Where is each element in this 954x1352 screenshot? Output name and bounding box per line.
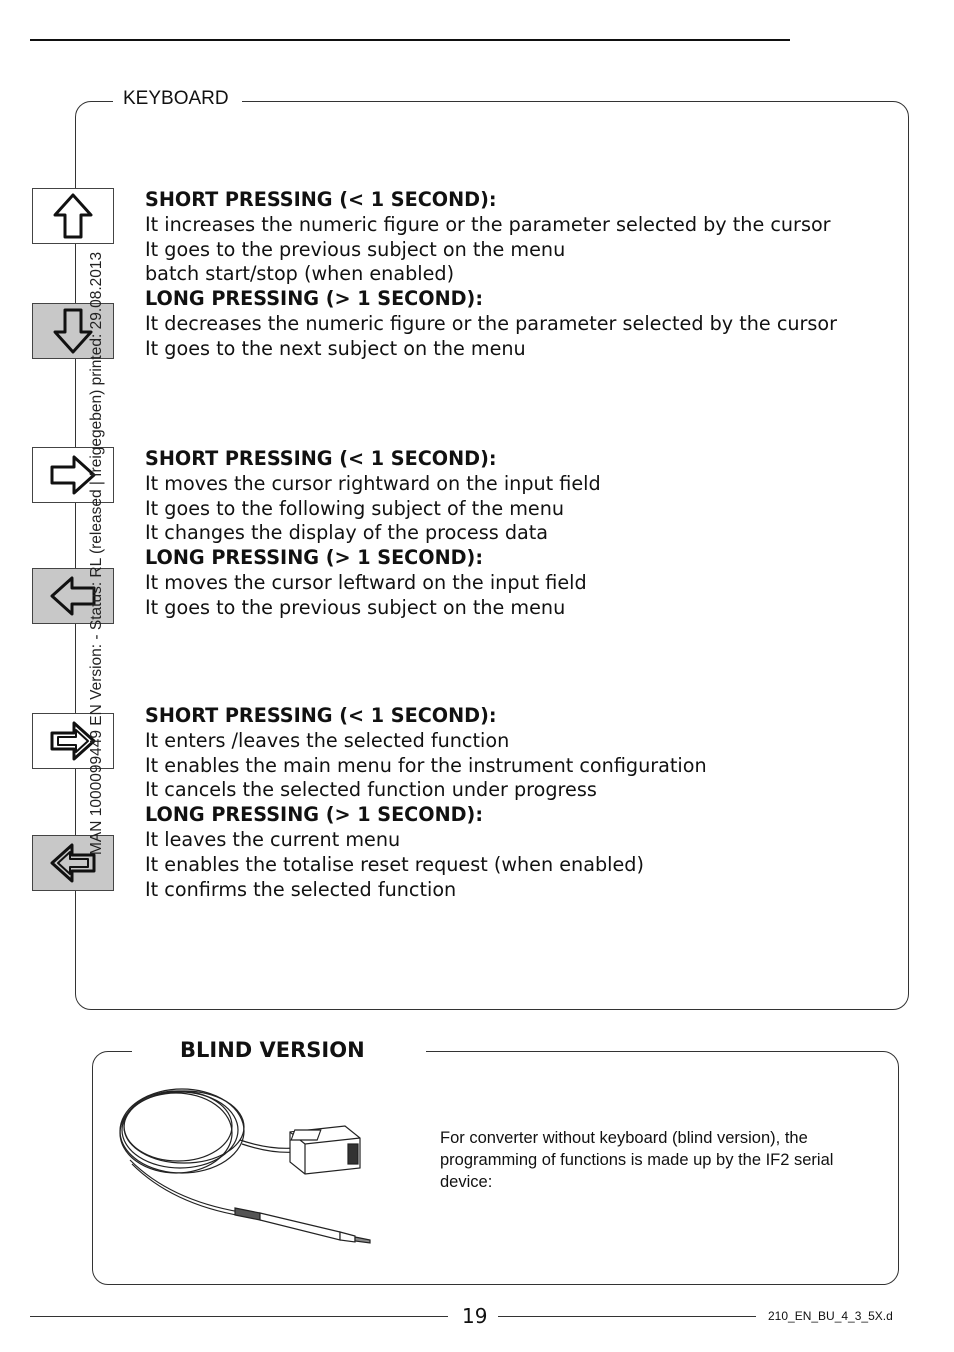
description-line: It enters /leaves the selected function: [145, 728, 510, 752]
description-line: It changes the display of the process data: [145, 521, 549, 545]
footer-rule-right: [498, 1316, 756, 1317]
description-line: It cancels the selected function under progress: [145, 778, 597, 802]
short-press-heading: SHORT PRESSING (< 1 SECOND):: [145, 704, 497, 727]
key-up: [32, 188, 114, 244]
description-line: batch start/stop (when enabled): [145, 262, 455, 286]
top-rule: [30, 39, 790, 41]
blind-version-title: BLIND VERSION: [170, 1038, 375, 1062]
description-line: It decreases the numeric figure or the parameter selected by the cursor: [145, 311, 838, 335]
blind-version-text: For converter without keyboard (blind version), the programming of functions is made up by the IF2 serial device:: [440, 1129, 834, 1191]
if2-serial-device-image: [110, 1080, 380, 1255]
description-line: It leaves the current menu: [145, 827, 401, 851]
long-press-heading: LONG PRESSING (> 1 SECOND):: [145, 546, 483, 570]
description-line: It confirms the selected function: [145, 877, 457, 901]
long-press-heading: LONG PRESSING (> 1 SECOND):: [145, 287, 483, 311]
arrow-up-icon: [51, 191, 95, 241]
short-press-heading: SHORT PRESSING (< 1 SECOND):: [145, 447, 497, 470]
document-id: 210_EN_BU_4_3_5X.d: [768, 1309, 893, 1323]
side-stamp: MAN 1000099449 EN Version: - Status: RL (released | freigegeben) printed: 29.08.2013: [88, 251, 105, 855]
footer-rule-left: [30, 1316, 448, 1317]
page-number: 19: [462, 1304, 488, 1328]
description-line: It increases the numeric figure or the parameter selected by the cursor: [145, 212, 831, 236]
key-description-block: [145, 188, 837, 362]
description-line: It goes to the following subject of the menu: [145, 496, 565, 520]
description-line: It enables the main menu for the instrument configuration: [145, 753, 707, 777]
keyboard-title: KEYBOARD: [113, 88, 239, 110]
description-line: It enables the totalise reset request (when enabled): [145, 852, 644, 876]
description-line: It moves the cursor rightward on the input field: [145, 471, 601, 495]
description-line: It goes to the previous subject on the menu: [145, 595, 566, 619]
key-description-block: [145, 447, 601, 621]
short-press-heading: SHORT PRESSING (< 1 SECOND):: [145, 188, 497, 211]
key-description-block: [145, 704, 707, 902]
description-line: It goes to the next subject on the menu: [145, 336, 526, 360]
description-line: It goes to the previous subject on the menu: [145, 237, 566, 261]
long-press-heading: LONG PRESSING (> 1 SECOND):: [145, 803, 483, 827]
description-line: It moves the cursor leftward on the input field: [145, 570, 587, 594]
